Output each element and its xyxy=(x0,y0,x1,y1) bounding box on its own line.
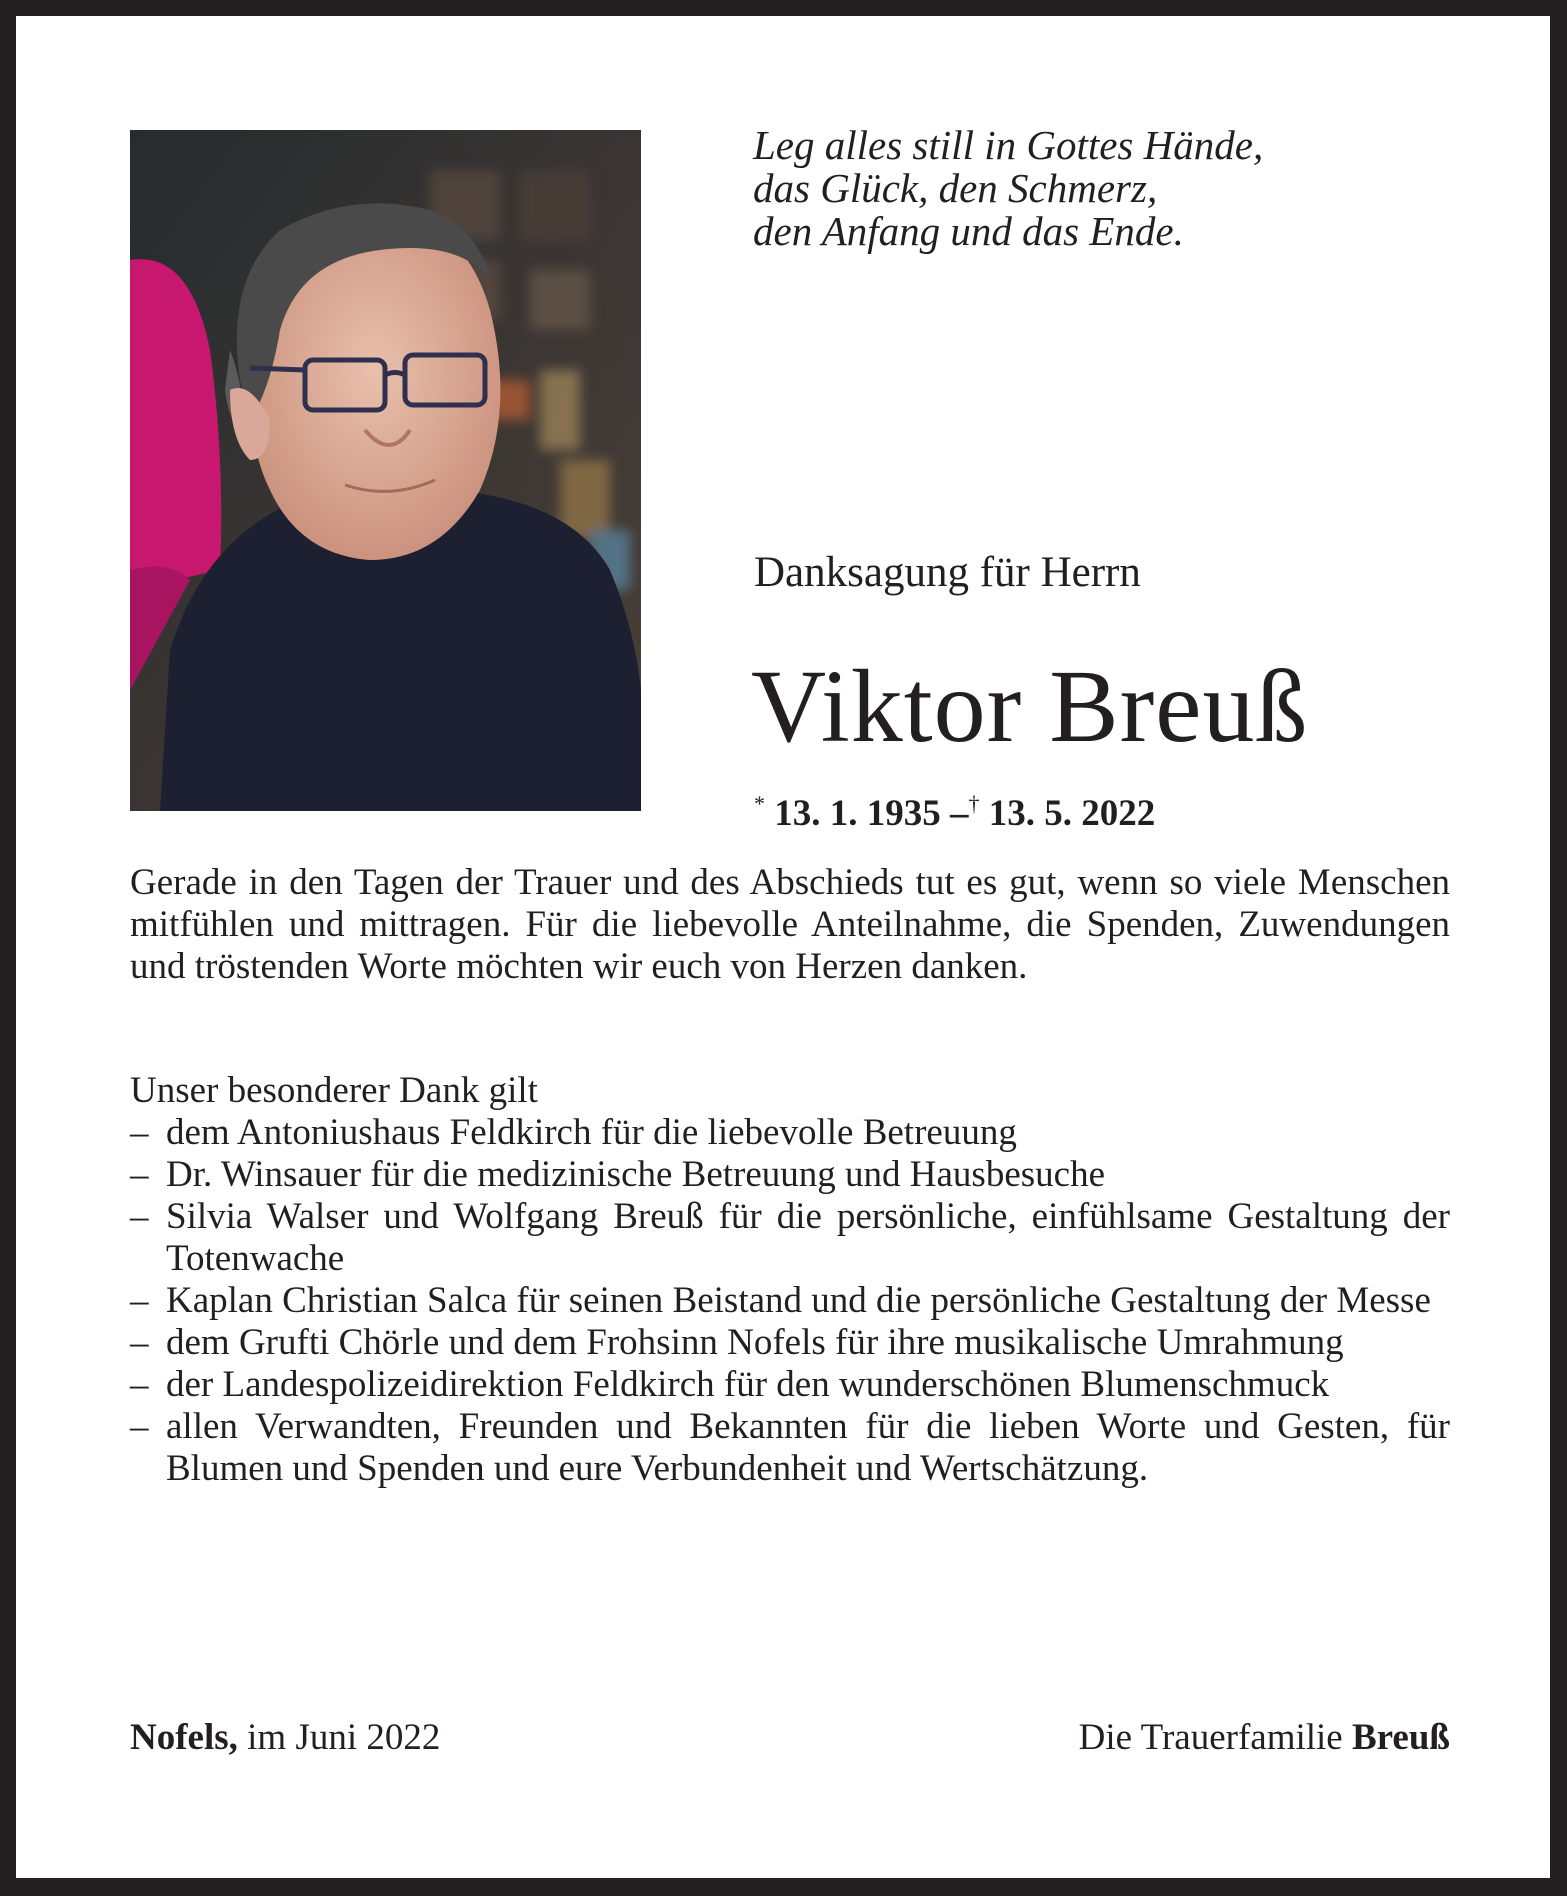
portrait-photo xyxy=(130,130,641,811)
list-item-text: allen Verwandten, Freunden und Bekannten für die lieben Worte und Gesten, für Blumen und Spenden und eure Verbundenheit und Wertschätzung. xyxy=(166,1406,1450,1489)
dash-icon: – xyxy=(130,1322,149,1363)
dash-icon: – xyxy=(130,1196,149,1237)
list-item xyxy=(130,1112,1450,1154)
list-item-text: Kaplan Christian Salca für seinen Beistand und die persönliche Gestaltung der Messe xyxy=(166,1280,1431,1321)
list-item-text: dem Grufti Chörle und dem Frohsinn Nofels für ihre musikalische Umrahmung xyxy=(166,1322,1344,1363)
death-date: 13. 5. 2022 xyxy=(988,793,1156,834)
dash-icon: – xyxy=(130,1406,149,1447)
poem xyxy=(753,124,1263,253)
list-item xyxy=(130,1196,1450,1280)
thanks-list xyxy=(130,1112,1450,1490)
list-item-text: Dr. Winsauer für die medizinische Betreuung und Hausbesuche xyxy=(166,1154,1106,1195)
obituary-page xyxy=(16,16,1550,1878)
place-name: Nofels, xyxy=(130,1717,238,1758)
list-item xyxy=(130,1406,1450,1490)
poem-line: Leg alles still in Gottes Hände, xyxy=(753,122,1264,168)
date-text: im Juni 2022 xyxy=(237,1717,441,1758)
dash-icon: – xyxy=(130,1364,149,1405)
date-separator: – xyxy=(950,793,969,834)
list-item xyxy=(130,1364,1450,1406)
birth-star-icon: * xyxy=(754,791,765,816)
thanks-heading: Unser besonderer Dank gilt xyxy=(130,1070,538,1111)
list-item-text: Silvia Walser und Wolfgang Breuß für die persönliche, einfühlsame Gestaltung der Totenwache xyxy=(166,1196,1450,1279)
list-item-text: der Landespolizeidirektion Feldkirch für den wunderschönen Blumenschmuck xyxy=(166,1364,1330,1405)
portrait-photo-icon xyxy=(130,130,641,811)
life-dates xyxy=(754,782,1155,836)
poem-line: den Anfang und das Ende. xyxy=(753,208,1184,254)
list-item xyxy=(130,1280,1450,1322)
deceased-name: Viktor Breuß xyxy=(751,649,1309,764)
list-item-text: dem Antoniushaus Feldkirch für die liebevolle Betreuung xyxy=(166,1112,1017,1153)
family-name: Breuß xyxy=(1351,1717,1450,1758)
dash-icon: – xyxy=(130,1112,149,1153)
thanks-paragraph xyxy=(130,862,1450,988)
list-item xyxy=(130,1154,1450,1196)
place-date xyxy=(130,1716,440,1760)
birth-date: 13. 1. 1935 xyxy=(774,793,941,834)
intro-line: Danksagung für Herrn xyxy=(754,549,1141,596)
paragraph-text: Gerade in den Tagen der Trauer und des Abschieds tut es gut, wenn so viele Menschen mitfühlen und mittragen. Für die liebevolle Anteilnahme, die Spenden, Zuwendungen und tröstenden Worte möchten wir euch von Herzen danken. xyxy=(130,862,1450,987)
poem-line: das Glück, den Schmerz, xyxy=(753,165,1158,211)
dash-icon: – xyxy=(130,1154,149,1195)
family-signature xyxy=(1079,1716,1450,1760)
dash-icon: – xyxy=(130,1280,149,1321)
family-prefix: Die Trauerfamilie xyxy=(1078,1717,1352,1758)
list-item xyxy=(130,1322,1450,1364)
death-cross-icon: † xyxy=(968,791,980,816)
